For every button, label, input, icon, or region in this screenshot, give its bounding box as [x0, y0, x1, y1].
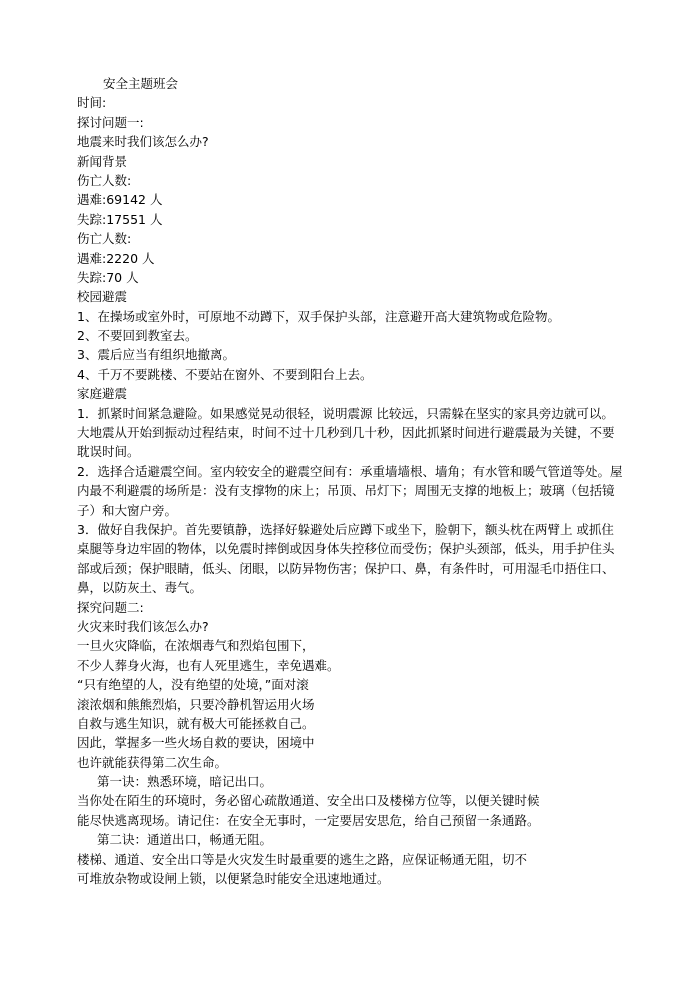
text-line: 家庭避震 — [77, 386, 128, 402]
text-line: 遇难:2220 人 — [77, 250, 155, 266]
text-line: 桌腿等身边牢固的物体，以免震时摔倒或因身体失控移位而受伤；保护头颈部，低头，用手护住头 — [77, 541, 615, 557]
text-line: 地震来时我们该怎么办? — [77, 134, 209, 150]
text-line: 楼梯、通道、安全出口等是火灾发生时最重要的逃生之路，应保证畅通无阻，切不 — [77, 851, 528, 867]
text-line: 伤亡人数: — [77, 231, 132, 247]
document-page — [77, 74, 677, 888]
text-line: 2．选择合适避震空间。室内较安全的避震空间有：承重墙墙根、墙角；有水管和暖气管道等处。屋 — [77, 463, 623, 479]
text-line: 也许就能获得第二次生命。 — [77, 754, 228, 770]
text-line: 滚浓烟和熊熊烈焰，只要冷静机智运用火场 — [77, 696, 315, 712]
text-line: 探究问题二: — [77, 599, 144, 615]
text-line: 3．做好自我保护。首先要镇静，选择好躲避处后应蹲下或坐下，脸朝下，额头枕在两臂上 或抓住 — [77, 521, 614, 537]
text-line: “只有绝望的人，没有绝望的处境，”面对滚 — [77, 677, 309, 693]
text-line: 2、不要回到教室去。 — [77, 328, 198, 344]
text-line: 失踪:70 人 — [77, 269, 139, 285]
document-title: 安全主题班会 — [103, 76, 179, 91]
text-line: 第二诀：通道出口，畅通无阻。 — [97, 832, 273, 848]
text-line: 可堆放杂物或设闸上锁，以便紧急时能安全迅速地通过。 — [77, 871, 390, 887]
text-line: 耽误时间。 — [77, 444, 140, 460]
text-line: 遇难:69142 人 — [77, 192, 163, 208]
text-line: 4、千万不要跳楼、不要站在窗外、不要到阳台上去。 — [77, 366, 373, 382]
text-line: 探讨问题一: — [77, 114, 144, 130]
text-line: 自救与逃生知识，就有极大可能拯救自己。 — [77, 715, 315, 731]
text-line: 不少人葬身火海，也有人死里逃生，幸免遇难。 — [77, 657, 340, 673]
text-line: 部或后颈；保护眼睛，低头、闭眼，以防异物伤害；保护口、鼻，有条件时，可用湿毛巾捂住口、 — [77, 560, 615, 576]
text-line: 大地震从开始到振动过程结束，时间不过十几秒到几十秒，因此抓紧时间进行避震最为关键，不要 — [77, 425, 615, 441]
text-line: 失踪:17551 人 — [77, 211, 163, 227]
text-line: 一旦火灾降临，在浓烟毒气和烈焰包围下， — [77, 638, 315, 654]
text-line: 能尽快逃离现场。请记住：在安全无事时，一定要居安思危，给自己预留一条通路。 — [77, 812, 540, 828]
text-line: 火灾来时我们该怎么办? — [77, 618, 209, 634]
text-line: 3、震后应当有组织地撤离。 — [77, 347, 235, 363]
text-line: 因此，掌握多一些火场自救的要诀，困境中 — [77, 735, 315, 751]
text-line: 1．抓紧时间紧急避险。如果感觉晃动很轻，说明震源 比较远，只需躲在坚实的家具旁边就可以。 — [77, 405, 614, 421]
text-line: 伤亡人数: — [77, 172, 132, 188]
text-line: 内最不利避震的场所是：没有支撑物的床上；吊顶、吊灯下；周围无支撑的地板上；玻璃（包括镜 — [77, 483, 615, 499]
text-line: 新闻背景 — [77, 153, 128, 169]
text-line: 鼻，以防灰土、毒气。 — [77, 580, 203, 596]
text-line: 时间: — [77, 95, 107, 111]
text-line: 1、在操场或室外时，可原地不动蹲下，双手保护头部，注意避开高大建筑物或危险物。 — [77, 308, 560, 324]
text-line: 第一诀：熟悉环境，暗记出口。 — [97, 774, 273, 790]
text-line: 当你处在陌生的环境时，务必留心疏散通道、安全出口及楼梯方位等，以便关键时候 — [77, 793, 540, 809]
text-line: 校园避震 — [77, 289, 128, 305]
text-line: 子）和大窗户旁。 — [77, 502, 178, 518]
